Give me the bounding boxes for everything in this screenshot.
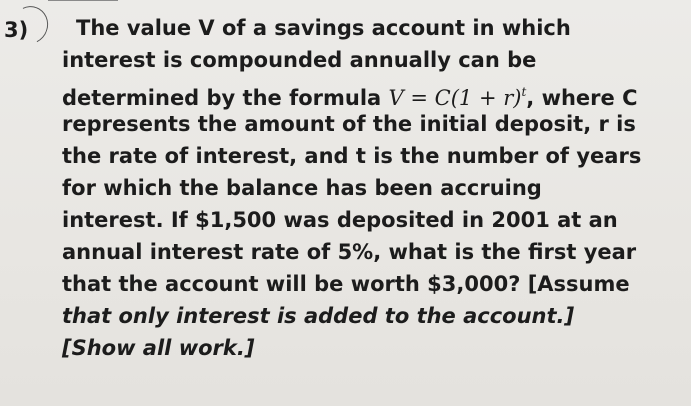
formula	[389, 86, 527, 110]
formula-main: V = C(1 + r)	[388, 86, 522, 110]
question-line-10: that only interest is added to the account.]	[62, 304, 575, 328]
formula-suffix: , where C	[526, 86, 638, 110]
formula-exponent: t	[521, 85, 527, 99]
question-line-7: interest. If $1,500 was deposited in 2001 at an	[62, 208, 618, 232]
question-line-11: [Show all work.]	[62, 336, 255, 360]
question-line-4: represents the amount of the initial deposit, r is	[62, 112, 636, 136]
question-line-3	[62, 76, 682, 108]
top-rule	[48, 0, 118, 1]
question-line-5: the rate of interest, and t is the number of years	[62, 144, 642, 168]
question-line-9: that the account will be worth $3,000? [Assume	[62, 272, 630, 296]
question-text	[62, 12, 682, 364]
question-number: 3)	[4, 18, 29, 42]
question-line-6: for which the balance has been accruing	[62, 176, 542, 200]
formula-prefix: determined by the formula	[62, 86, 389, 110]
question-line-1: The value V of a savings account in which	[76, 16, 571, 40]
question-line-8: annual interest rate of 5%, what is the first year	[62, 240, 637, 264]
question-line-2: interest is compounded annually can be	[62, 48, 537, 72]
